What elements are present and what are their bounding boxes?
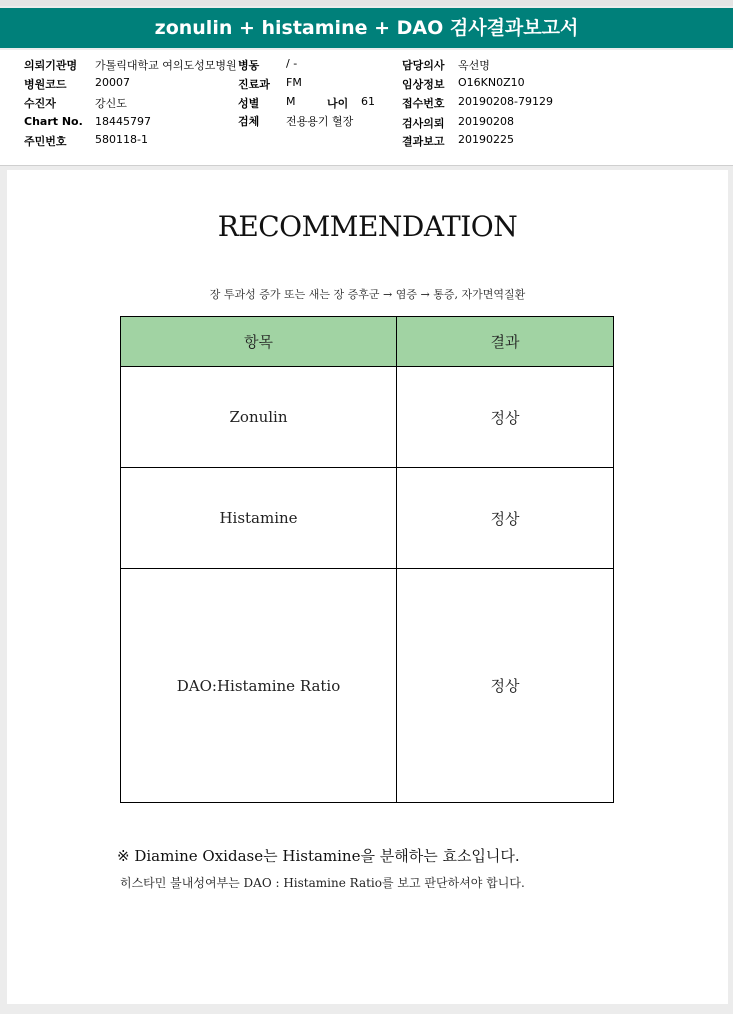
row-item-histamine: Histamine: [121, 468, 397, 569]
hospital-code-value: 20007: [95, 76, 130, 89]
top-divider: [0, 0, 733, 6]
chart-no-label: Chart No.: [24, 115, 83, 128]
examinee-label: 수진자: [24, 97, 56, 110]
row-item-zonulin: Zonulin: [121, 367, 397, 468]
sex-label: 성별: [238, 97, 260, 110]
examinee-value: 강신도: [95, 97, 127, 110]
report-date-label: 결과보고: [402, 135, 445, 148]
receipt-no-value: 20190208-79129: [458, 95, 553, 108]
age-label: 나이: [327, 97, 349, 110]
age-value: 61: [361, 95, 375, 108]
patient-info-panel: [0, 50, 733, 166]
ward-value: / -: [286, 57, 298, 70]
resident-no-label: 주민번호: [24, 135, 67, 148]
histamine-intolerance-note: 히스타민 불내성여부는 DAO : Histamine Ratio를 보고 판단하셔야 합니다.: [120, 876, 525, 890]
recommendation-heading: RECOMMENDATION: [217, 210, 518, 243]
hospital-code-label: 병원코드: [24, 78, 67, 91]
table-header-row: [121, 317, 614, 367]
row-item-dao-ratio: DAO:Histamine Ratio: [121, 569, 397, 803]
specimen-label: 검체: [238, 115, 260, 128]
institution-value: 가톨릭대학교 여의도성모병원: [95, 59, 237, 72]
row-result-histamine: 정상: [397, 468, 614, 569]
recommendation-subtitle: 장 투과성 증가 또는 새는 장 증후군 → 염증 → 통증, 자가면역질환: [209, 288, 526, 301]
report-date-value: 20190225: [458, 133, 514, 146]
specimen-value: 전용용기 혈장: [286, 115, 354, 128]
row-result-dao-ratio: 정상: [397, 569, 614, 803]
physician-value: 옥선명: [458, 59, 490, 72]
results-table: [120, 316, 614, 803]
ward-label: 병동: [238, 59, 260, 72]
resident-no-value: 580118-1: [95, 133, 148, 146]
institution-label: 의뢰기관명: [24, 59, 78, 72]
clinical-info-value: O16KN0Z10: [458, 76, 525, 89]
report-page: [7, 170, 728, 1004]
table-row: [121, 468, 614, 569]
department-value: FM: [286, 76, 302, 89]
physician-label: 담당의사: [402, 59, 445, 72]
receipt-no-label: 접수번호: [402, 97, 445, 110]
department-label: 진료과: [238, 78, 270, 91]
clinical-info-label: 임상정보: [402, 78, 445, 91]
chart-no-value: 18445797: [95, 115, 151, 128]
report-title: zonulin + histamine + DAO 검사결과보고서: [0, 8, 733, 48]
header-result: 결과: [397, 317, 614, 367]
sex-value: M: [286, 95, 296, 108]
dao-note: ※ Diamine Oxidase는 Histamine을 분해하는 효소입니다.: [117, 847, 520, 865]
row-result-zonulin: 정상: [397, 367, 614, 468]
request-date-value: 20190208: [458, 115, 514, 128]
table-row: [121, 367, 614, 468]
table-row: [121, 569, 614, 803]
request-date-label: 검사의뢰: [402, 117, 445, 130]
header-item: 항목: [121, 317, 397, 367]
